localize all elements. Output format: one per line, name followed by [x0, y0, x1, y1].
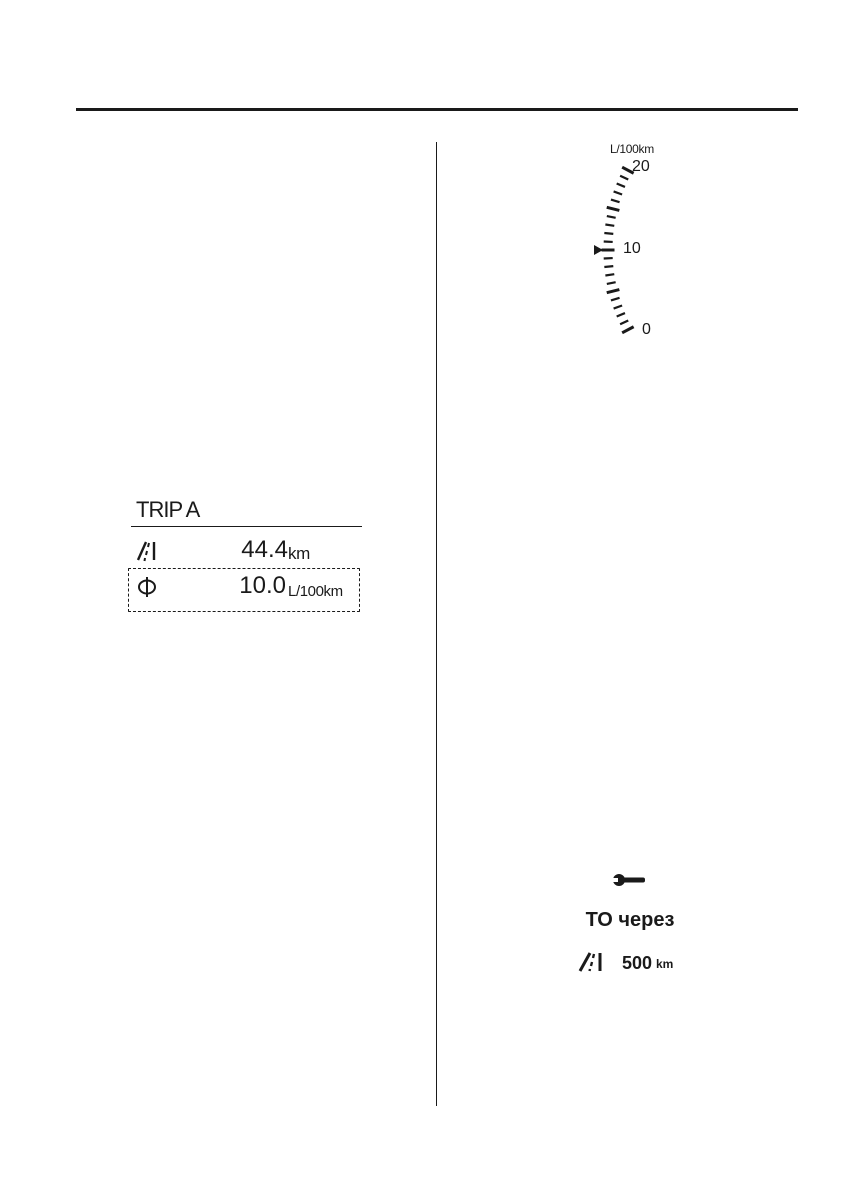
trip-display — [126, 496, 366, 620]
trip-fuel-economy-row — [126, 572, 366, 604]
gauge-tick — [607, 207, 620, 210]
gauge-tick — [611, 200, 620, 203]
road-icon — [578, 952, 608, 972]
maintenance-distance-unit: km — [656, 957, 674, 971]
gauge-tick — [607, 282, 616, 284]
gauge-unit: L/100km — [610, 142, 654, 156]
fuel-consumption-gauge — [560, 140, 700, 350]
trip-fuel-economy-unit: L/100km — [288, 583, 343, 600]
gauge-tick — [620, 176, 628, 180]
fuel-economy-icon — [136, 576, 162, 598]
gauge-tick — [604, 266, 613, 267]
trip-distance-row — [126, 536, 366, 568]
trip-title: TRIP A — [136, 497, 200, 522]
gauge-label-min: 0 — [642, 321, 651, 338]
pointer-triangle-icon — [594, 245, 603, 255]
trip-distance-value: 44.4 — [241, 536, 288, 563]
gauge-label-mid: 10 — [623, 240, 641, 257]
gauge-tick — [605, 225, 614, 226]
gauge-tick — [614, 191, 622, 194]
gauge-tick — [607, 216, 616, 218]
gauge-tick — [622, 327, 633, 333]
trip-distance-unit: km — [288, 544, 310, 563]
gauge-tick — [611, 298, 620, 301]
gauge-tick — [605, 274, 614, 275]
maintenance-text: ТО через — [585, 909, 675, 931]
header-rule — [76, 108, 798, 111]
road-icon — [136, 540, 162, 562]
trip-fuel-economy-value: 10.0 — [239, 572, 286, 599]
gauge-tick — [620, 320, 628, 324]
gauge-tick — [614, 306, 622, 309]
gauge-tick — [617, 184, 625, 187]
gauge-label-max: 20 — [632, 158, 650, 175]
maintenance-display — [560, 868, 710, 978]
gauge-tick — [617, 313, 625, 316]
gauge-tick — [607, 290, 620, 293]
trip-title-underline — [131, 526, 362, 527]
maintenance-distance-value: 500 — [622, 953, 653, 973]
column-divider — [436, 142, 437, 1106]
gauge-tick — [604, 233, 613, 234]
wrench-icon — [612, 872, 646, 888]
